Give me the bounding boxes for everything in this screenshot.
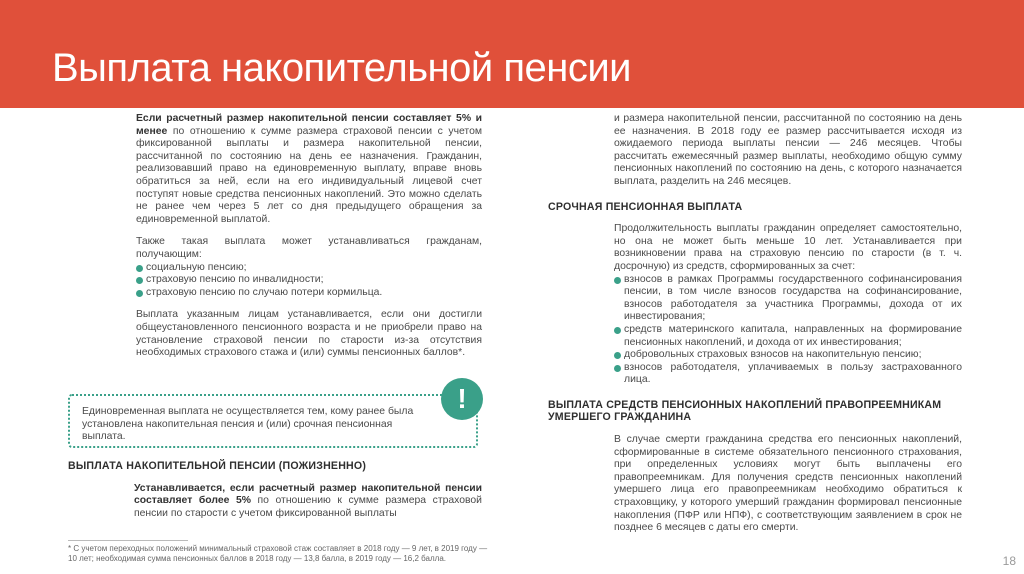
slide-title: Выплата накопительной пенсии bbox=[52, 46, 632, 90]
right-heading-1: СРОЧНАЯ ПЕНСИОННАЯ ВЫПЛАТА bbox=[548, 200, 743, 213]
left-paragraph-4-text: по отношению к сумме размера страховой пенсии по старости с учетом фиксированной выплаты bbox=[134, 495, 482, 519]
footnote: * С учетом переходных положений минимальный страховой стаж составляет в 2018 году — 9 лет, в 2019 году — 10 лет; необходимая сумма пенсионных баллов в 2018 году — 13,8 балла, в 2019 году — 16,2 балла. bbox=[68, 544, 488, 563]
left-paragraph-4 bbox=[134, 483, 482, 521]
list-item: средств материнского капитала, направленных на формирование пенсионных накоплений, и дохода от их инвестирования; bbox=[614, 324, 962, 349]
right-paragraph-2: Продолжительность выплаты гражданин определяет самостоятельно, но она не может быть меньше 10 лет. Устанавливается при возникновении права на страховую пенсию по старости (в т. ч. досрочную) из средств, сформированных за счет: bbox=[614, 223, 962, 272]
left-paragraph-4-bold: Устанавливается, если расчетный размер накопительной пенсии составляет более 5% bbox=[134, 482, 482, 507]
right-paragraph-1: и размера накопительной пенсии, рассчитанной по состоянию на день ее назначения. В 2018 году ее размер рассчитывается исходя из ожидаемого периода выплаты пенсии — 246 месяцев. Чтобы рассчитать ежемесячный размер выплаты, необходимо общую сумму пенсионных накоплений по состоянию на день, с которого назначается выплата, разделить на 246 месяцев. bbox=[614, 113, 962, 187]
list-item: страховую пенсию по инвалидности; bbox=[136, 274, 482, 287]
right-heading-2: ВЫПЛАТА СРЕДСТВ ПЕНСИОННЫХ НАКОПЛЕНИЙ ПРАВОПРЕЕМНИКАМ УМЕРШЕГО ГРАЖДАНИНА bbox=[548, 398, 942, 424]
right-source-list bbox=[614, 274, 962, 387]
left-column-top bbox=[136, 113, 482, 360]
footnote-divider bbox=[68, 540, 188, 541]
left-paragraph-3: Выплата указанным лицам устанавливается, если они достигли общеустановленного пенсионного возраста и не приобрели право на установление страховой пенсии по старости из-за отсутствия необходимых страхового стажа и (или) суммы пенсионных баллов*. bbox=[136, 309, 482, 359]
right-column bbox=[548, 113, 962, 535]
left-column-bottom bbox=[68, 460, 482, 520]
note-box bbox=[68, 394, 478, 448]
list-item: страховую пенсию по случаю потери кормильца. bbox=[136, 287, 482, 300]
exclamation-icon: ! bbox=[441, 378, 483, 420]
left-paragraph-1-bold: Если расчетный размер накопительной пенсии составляет 5% и менее bbox=[136, 113, 482, 137]
left-paragraph-2: Также такая выплата может устанавливаться гражданам, получающим: bbox=[136, 236, 482, 260]
left-paragraph-1-text: по отношению к сумме размера страховой пенсии с учетом фиксированной выплаты и размера накопительной пенсии, рассчитанной по состоянию на день ее назначения. Гражданин, реализовавший право на единовременную выплату, вправе вновь обратиться за ней, если на его индивидуальный лицевой счет поступят новые средства пенсионных накоплений. Это можно сделать не ранее чем через 5 лет со дня предыдущего обращения за единовременной выплатой. bbox=[136, 125, 482, 225]
left-heading: ВЫПЛАТА НАКОПИТЕЛЬНОЙ ПЕНСИИ (ПОЖИЗНЕННО) bbox=[68, 460, 367, 472]
left-recipient-list bbox=[136, 262, 482, 300]
list-item: взносов в рамках Программы государственного софинансирования пенсии, в том числе взносов государства на софинансирование, взносов работодателя за участника Программы, дохода от их инвестирования; bbox=[614, 274, 962, 324]
left-paragraph-1 bbox=[136, 113, 482, 226]
right-paragraph-3: В случае смерти гражданина средства его пенсионных накоплений, сформированные в системе обязательного пенсионного страхования, при определенных условиях могут быть выплачены его правопреемникам. Для получения средств пенсионных накоплений умершего лица его правопреемникам необходимо обратиться к страховщику, у которого умерший гражданин формировал пенсионные накопления (ПФР или НПФ), с соответствующим заявлением в срок не позднее 6 месяцев с даты его смерти. bbox=[614, 434, 962, 534]
list-item: социальную пенсию; bbox=[136, 262, 482, 275]
list-item: взносов работодателя, уплачиваемых в пользу застрахованного лица. bbox=[614, 362, 962, 387]
page-number: 18 bbox=[1002, 554, 1016, 568]
list-item: добровольных страховых взносов на накопительную пенсию; bbox=[614, 349, 962, 362]
note-text: Единовременная выплата не осуществляется тем, кому ранее была установлена накопительная пенсия и (или) срочная пенсионная выплата. bbox=[82, 406, 414, 443]
